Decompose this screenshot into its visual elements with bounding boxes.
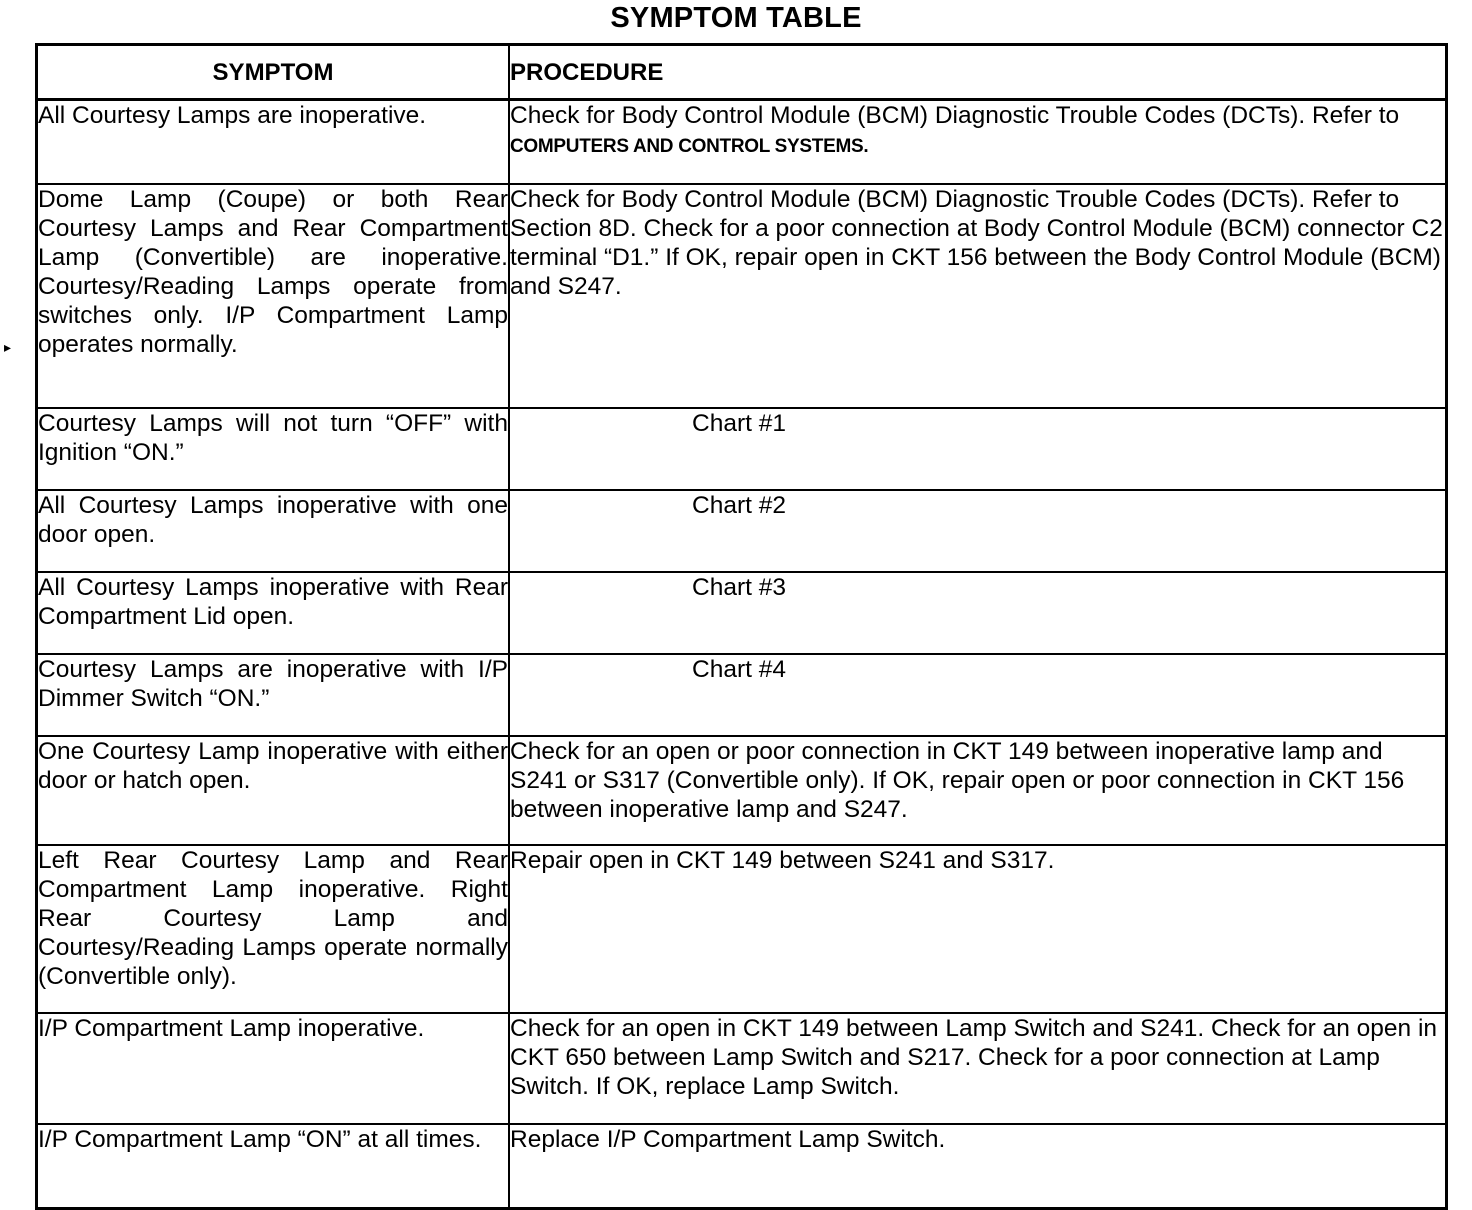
symptom-cell: Dome Lamp (Coupe) or both Rear Courtesy Lamps and Rear Compartment Lamp (Convertible) are inoperative. Courtesy/Reading Lamps operate from switches only. I/P Compartment Lamp operates normally. <box>37 184 510 408</box>
procedure-text: Check for Body Control Module (BCM) Diagnostic Trouble Codes (DCTs). Refer to <box>510 102 1400 129</box>
table-row <box>37 736 1447 845</box>
symptom-cell: I/P Compartment Lamp “ON” at all times. <box>37 1124 510 1209</box>
table-header-row <box>37 45 1447 100</box>
symptom-column-header: SYMPTOM <box>37 45 510 100</box>
symptom-cell: Left Rear Courtesy Lamp and Rear Compartment Lamp inoperative. Right Rear Courtesy Lamp and Courtesy/Reading Lamps operate normally (Convertible only). <box>37 845 510 1013</box>
procedure-cell: Chart #1 <box>509 408 1447 490</box>
procedure-cell: Chart #2 <box>509 490 1447 572</box>
symptom-cell: Courtesy Lamps will not turn “OFF” with Ignition “ON.” <box>37 408 510 490</box>
table-row <box>37 1124 1447 1209</box>
table-row <box>37 490 1447 572</box>
section-reference: COMPUTERS AND CONTROL SYSTEMS. <box>510 136 869 157</box>
symptom-cell: I/P Compartment Lamp inoperative. <box>37 1013 510 1124</box>
table-row <box>37 845 1447 1013</box>
table-row <box>37 408 1447 490</box>
procedure-column-header: PROCEDURE <box>509 45 1447 100</box>
procedure-cell: Replace I/P Compartment Lamp Switch. <box>509 1124 1447 1209</box>
procedure-cell: Chart #3 <box>509 572 1447 654</box>
margin-arrow-icon: ▸ <box>4 339 12 355</box>
procedure-cell <box>509 100 1447 185</box>
symptom-cell: All Courtesy Lamps are inoperative. <box>37 100 510 185</box>
table-row <box>37 100 1447 185</box>
procedure-cell: Repair open in CKT 149 between S241 and S317. <box>509 845 1447 1013</box>
table-row <box>37 184 1447 408</box>
symptom-cell: All Courtesy Lamps inoperative with Rear Compartment Lid open. <box>37 572 510 654</box>
page-title: SYMPTOM TABLE <box>610 2 862 34</box>
procedure-cell: Chart #4 <box>509 654 1447 736</box>
table-row <box>37 654 1447 736</box>
procedure-cell: Check for Body Control Module (BCM) Diagnostic Trouble Codes (DCTs). Refer to Section 8D. Check for a poor connection at Body Control Module (BCM) connector C2 terminal “D1.” If OK, repair open in CKT 156 between the Body Control Module (BCM) and S247. <box>509 184 1447 408</box>
table-row <box>37 572 1447 654</box>
symptom-cell: One Courtesy Lamp inoperative with either door or hatch open. <box>37 736 510 845</box>
table-row <box>37 1013 1447 1124</box>
procedure-cell: Check for an open in CKT 149 between Lamp Switch and S241. Check for an open in CKT 650 between Lamp Switch and S217. Check for a poor connection at Lamp Switch. If OK, replace Lamp Switch. <box>509 1013 1447 1124</box>
symptom-cell: All Courtesy Lamps inoperative with one door open. <box>37 490 510 572</box>
symptom-cell: Courtesy Lamps are inoperative with I/P Dimmer Switch “ON.” <box>37 654 510 736</box>
procedure-cell: Check for an open or poor connection in CKT 149 between inoperative lamp and S241 or S317 (Convertible only). If OK, repair open or poor connection in CKT 156 between inoperative lamp and S247. <box>509 736 1447 845</box>
symptom-table <box>35 43 1448 1210</box>
